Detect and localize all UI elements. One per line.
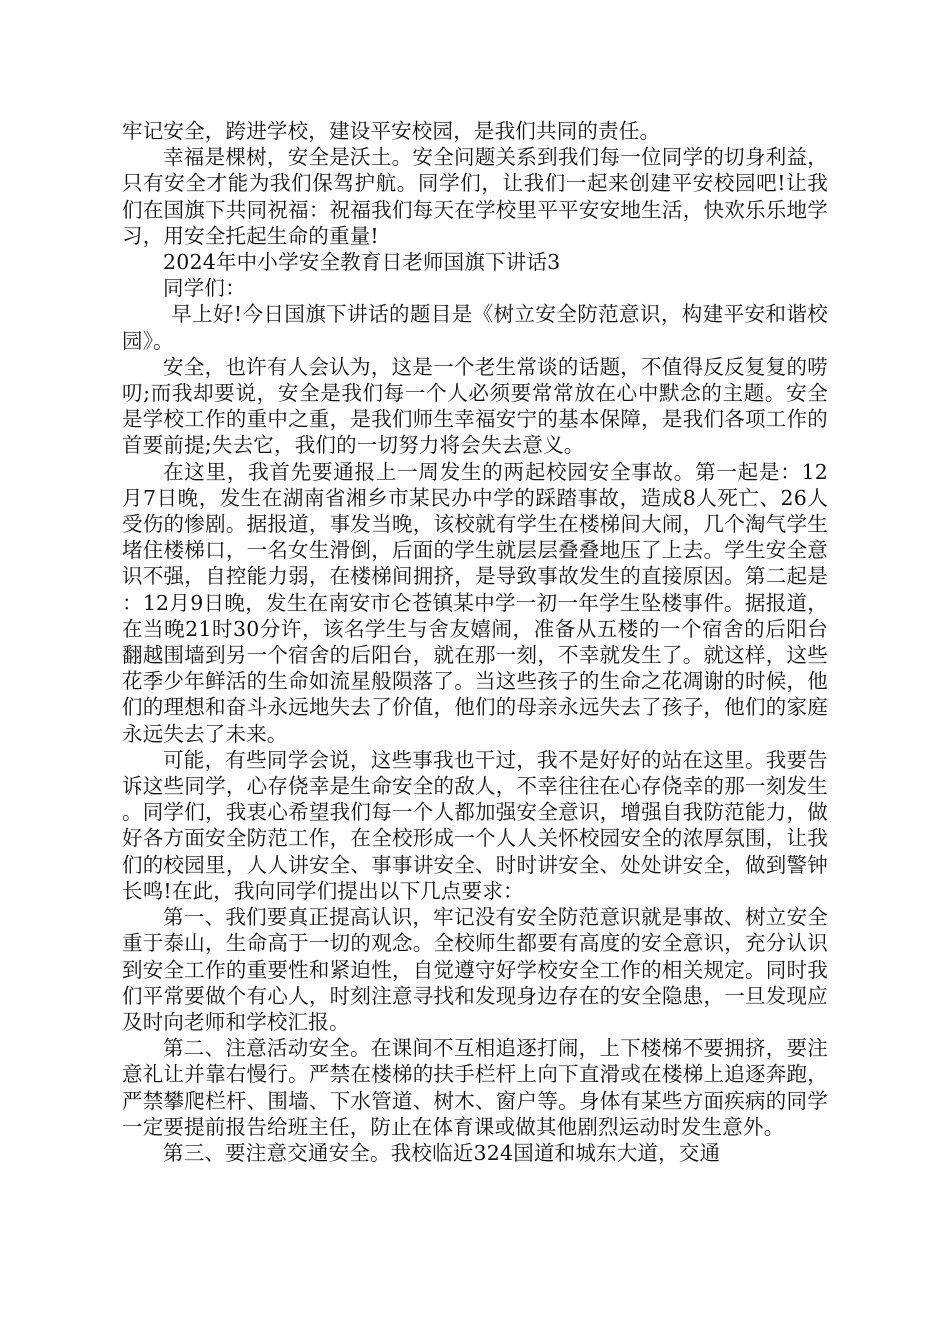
document-body [122, 118, 828, 1166]
speech-heading: 2024年中小学安全教育日老师国旗下讲话3 [163, 250, 561, 275]
paragraph-accident-report: 在这里，我首先要通报上一周发生的两起校园安全事故。第一起是：12月7日晚，发生在湖南省湘乡市某民办中学的踩踏事故，造成8人死亡、26人受伤的惨剧。据报道，事发当晚，该校就有学生在楼梯间大闹，几个淘气学生堵住楼梯口，一名女生滑倒，后面的学生就层层叠叠地压了上去。学生安全意识不强，自控能力弱，在楼梯间拥挤，是导致事故发生的直接原因。第二起是：12月9日晚，发生在南安市仑苍镇某中学一初一年学生坠楼事件。据报道，在当晚21时30分许，该名学生与舍友嬉闹，准备从五楼的一个宿舍的后阳台翻越围墙到另一个宿舍的后阳台，就在那一刻，不幸就发生了。就这样，这些花季少年鲜活的生命如流星般陨落了。当这些孩子的生命之花凋谢的时候，他们的理想和奋斗永远地失去了价值，他们的母亲永远失去了孩子，他们的家庭永远失去了未来。 [122, 459, 828, 746]
paragraph-greeting: 早上好!今日国旗下讲话的题目是《树立安全防范意识，构建平安和谐校园》。 [122, 302, 828, 353]
paragraph-requirement-2: 第二、注意活动安全。在课间不互相追逐打闹，上下楼梯不要拥挤，要注意礼让并靠右慢行。严禁在楼梯的扶手栏杆上向下直滑或在楼梯上追逐奔跑，严禁攀爬栏杆、围墙、下水管道、树木、窗户等。身体有某些方面疾病的同学一定要提前报告给班主任，防止在体育课或做其他剧烈运动时发生意外。 [122, 1036, 828, 1139]
paragraph-safety-theme: 安全，也许有人会认为，这是一个老生常谈的话题，不值得反反复复的唠叨;而我却要说，安全是我们每一个人必须要常常放在心中默念的主题。安全是学校工作的重中之重，是我们师生幸福安宁的基本保障，是我们各项工作的首要前提;失去它，我们的一切努力将会失去意义。 [122, 354, 828, 458]
paragraph-2: 幸福是棵树，安全是沃土。安全问题关系到我们每一位同学的切身利益，只有安全才能为我们保驾护航。同学们，让我们一起来创建平安校园吧!让我们在国旗下共同祝福：祝福我们每天在学校里平平安安地生活，快欢乐乐地学习，用安全托起生命的重量! [122, 145, 828, 248]
paragraph-1: 牢记安全，跨进学校，建设平安校园，是我们共同的责任。 [122, 119, 661, 143]
paragraph-warning: 可能，有些同学会说，这些事我也干过，我不是好好的站在这里。我要告诉这些同学，心存侥幸是生命安全的敌人，不幸往往在心存侥幸的那一刻发生。同学们，我衷心希望我们每一个人都加强安全意识，增强自我防范能力，做好各方面安全防范工作，在全校形成一个人人关怀校园安全的浓厚氛围，让我们的校园里，人人讲安全、事事讲安全、时时讲安全、处处讲安全，做到警钟长鸣!在此，我向同学们提出以下几点要求： [122, 747, 828, 903]
paragraph-requirement-1: 第一、我们要真正提高认识，牢记没有安全防范意识就是事故、树立安全重于泰山，生命高于一切的观念。全校师生都要有高度的安全意识，充分认识到安全工作的重要性和紧迫性，自觉遵守好学校安全工作的相关规定。同时我们平常要做个有心人，时刻注意寻找和发现身边存在的安全隐患，一旦发现应及时向老师和学校汇报。 [122, 905, 828, 1034]
paragraph-requirement-3: 第三、要注意交通安全。我校临近324国道和城东大道，交通 [163, 1140, 721, 1165]
salutation: 同学们： [163, 276, 246, 301]
